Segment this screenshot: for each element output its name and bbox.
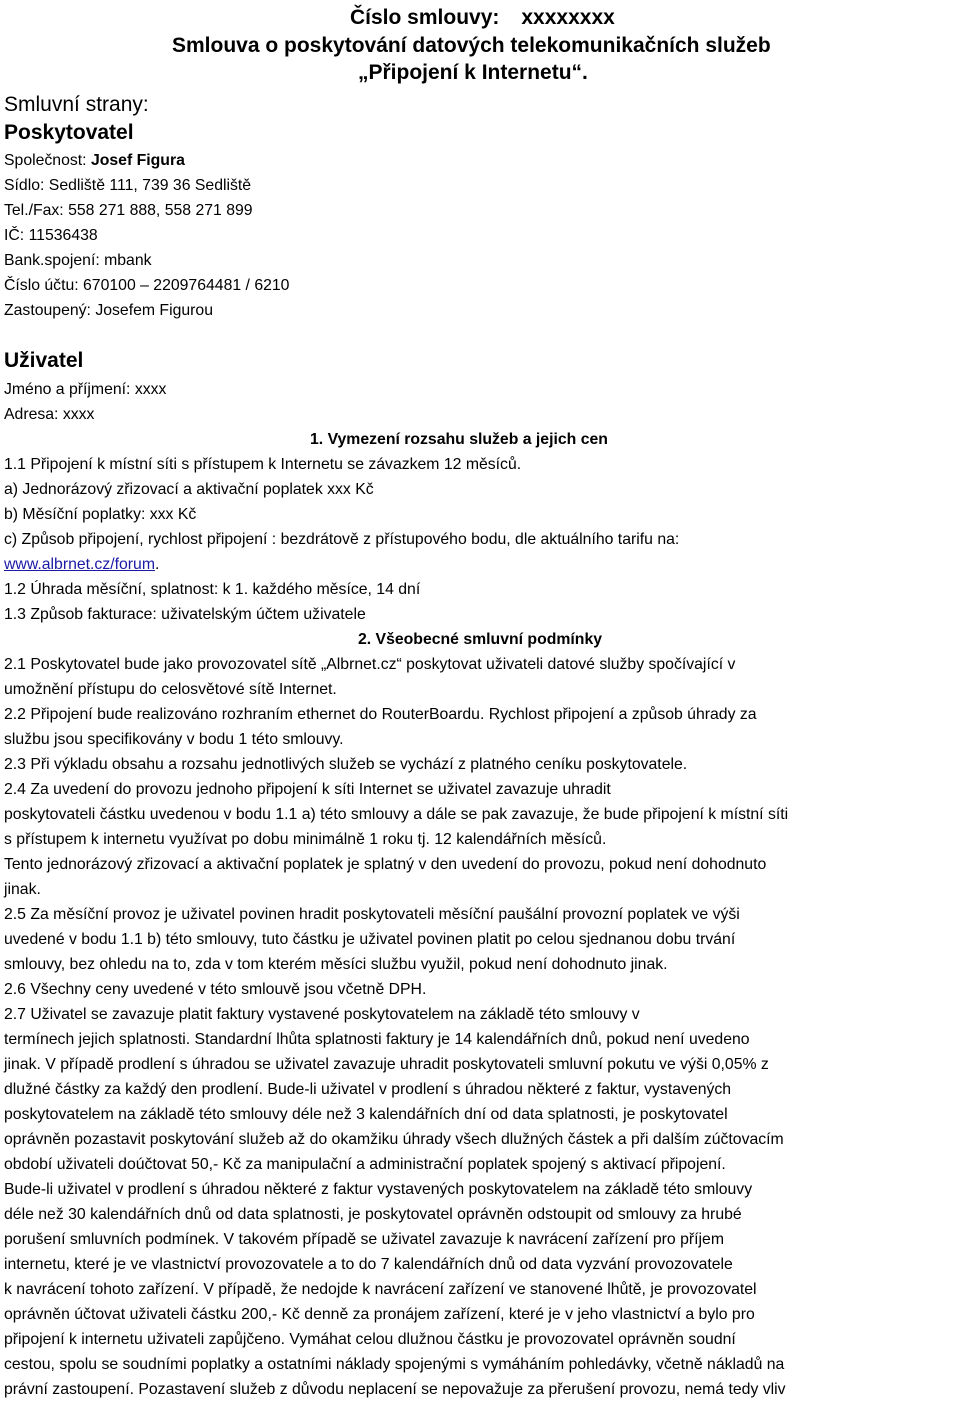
section2-line: připojení k internetu uživateli zapůjčeno. Vymáhat celou dlužnou částku je provozovatel oprávněn soudní bbox=[4, 1331, 736, 1348]
section2-line: 2.4 Za uvedení do provozu jednoho připojení k síti Internet se uživatel zavazuje uhradit bbox=[4, 781, 611, 798]
section2-line: službu jsou specifikovány v bodu 1 této smlouvy. bbox=[4, 731, 344, 748]
section2-line: dlužné částky za každý den prodlení. Bude-li uživatel v prodlení s úhradou některé z faktur, vystavených bbox=[4, 1081, 732, 1098]
section1-line-1: 1.1 Připojení k místní síti s přístupem k Internetu se závazkem 12 měsíců. bbox=[4, 456, 522, 473]
section2-line: smlouvy, bez ohledu na to, zda v tom kterém měsíci službu využil, pokud není dohodnuto jinak. bbox=[4, 956, 668, 973]
section1-line-3: b) Měsíční poplatky: xxx Kč bbox=[4, 506, 197, 523]
section2-line: poskytovatelem na základě této smlouvy déle než 3 kalendářních dní od data splatnosti, je poskytovatel bbox=[4, 1106, 728, 1123]
provider-phone: Tel./Fax: 558 271 888, 558 271 899 bbox=[4, 202, 253, 219]
section2-line: 2.2 Připojení bude realizováno rozhraním ethernet do RouterBoardu. Rychlost připojení a způsob úhrady za bbox=[4, 706, 757, 723]
section2-line: poskytovateli částku uvedenou v bodu 1.1 a) této smlouvy a dále se pak zavazuje, že bude připojení k místní síti bbox=[4, 806, 789, 823]
section2-line: uvedené v bodu 1.1 b) této smlouvy, tuto částku je uživatel povinen platit po celou sjednanou dobu trvání bbox=[4, 931, 736, 948]
section2-line: 2.1 Poskytovatel bude jako provozovatel sítě „Albrnet.cz“ poskytovat uživateli datové služby spočívající v bbox=[4, 656, 736, 673]
provider-company-value: Josef Figura bbox=[90, 152, 185, 169]
section2-line: 2.6 Všechny ceny uvedené v této smlouvě jsou včetně DPH. bbox=[4, 981, 427, 998]
section1-line-4: c) Způsob připojení, rychlost připojení : bezdrátově z přístupového bodu, dle aktuálního tarifu na: bbox=[4, 531, 680, 548]
section2-line: 2.5 Za měsíční provoz je uživatel povinen hradit poskytovateli měsíční paušální provozní poplatek ve výši bbox=[4, 906, 740, 923]
section1-line-6: 1.2 Úhrada měsíční, splatnost: k 1. každého měsíce, 14 dní bbox=[4, 581, 421, 598]
section2-heading: 2. Všeobecné smluvní podmínky bbox=[357, 631, 603, 648]
provider-account: Číslo účtu: 670100 – 2209764481 / 6210 bbox=[4, 277, 290, 294]
section2-line: oprávněn pozastavit poskytování služeb až do okamžiku úhrady všech dlužných částek a při dalším zúčtovacím bbox=[4, 1131, 784, 1148]
section2-line: oprávněn účtovat uživateli částku 200,- Kč denně za pronájem zařízení, které je v jeho vlastnictví a bylo pro bbox=[4, 1306, 755, 1323]
section1-line-7: 1.3 Způsob fakturace: uživatelským účtem uživatele bbox=[4, 606, 366, 623]
provider-bank: Bank.spojení: mbank bbox=[4, 252, 152, 269]
section2-line: umožnění přístupu do celosvětové sítě Internet. bbox=[4, 681, 337, 698]
user-name: Jméno a příjmení: xxxx bbox=[4, 381, 167, 398]
contract-number-label: Číslo smlouvy: bbox=[350, 6, 500, 29]
parties-heading: Smluvní strany: bbox=[4, 93, 149, 116]
section1-heading: 1. Vymezení rozsahu služeb a jejich cen bbox=[310, 431, 608, 448]
section2-line: právní zastoupení. Pozastavení služeb z důvodu neplacení se nepovažuje za přerušení provozu, nemá tedy vliv bbox=[4, 1381, 786, 1398]
section2-line: déle než 30 kalendářních dnů od data splatnosti, je poskytovatel oprávněn odstoupit od smlouvy za hrubé bbox=[4, 1206, 742, 1223]
section2-line: 2.7 Uživatel se zavazuje platit faktury vystavené poskytovatelem na základě této smlouvy v bbox=[4, 1006, 640, 1023]
section2-line: Bude-li uživatel v prodlení s úhradou některé z faktur vystavených poskytovatelem na základě této smlouvy bbox=[4, 1181, 753, 1198]
provider-company bbox=[4, 148, 185, 173]
contract-number-value: xxxxxxxx bbox=[521, 6, 615, 29]
section2-line: porušení smluvních podmínek. V takovém případě se uživatel zavazuje k navrácení zařízení pro příjem bbox=[4, 1231, 724, 1248]
user-heading: Uživatel bbox=[4, 349, 84, 372]
link-trailing-dot: . bbox=[155, 556, 160, 573]
user-address: Adresa: xxxx bbox=[4, 406, 95, 423]
section2-line: 2.3 Při výkladu obsahu a rozsahu jednotlivých služeb se vychází z platného ceníku poskytovatele. bbox=[4, 756, 688, 773]
section1-link-line bbox=[4, 552, 159, 577]
section2-line: s přístupem k internetu využívat po dobu minimálně 1 roku tj. 12 kalendářních měsíců. bbox=[4, 831, 607, 848]
section2-line: cestou, spolu se soudními poplatky a ostatními náklady spojenými s vymáháním pohledávky, včetně nákladů na bbox=[4, 1356, 785, 1373]
section2-line: jinak. bbox=[4, 881, 41, 898]
section2-line: k navrácení tohoto zařízení. V případě, že nedojde k navrácení zařízení ve stanovené lhůtě, je provozovatel bbox=[4, 1281, 757, 1298]
section2-line: jinak. V případě prodlení s úhradou se uživatel zavazuje uhradit poskytovateli smluvní pokutu ve výši 0,05% z bbox=[4, 1056, 769, 1073]
contract-subtitle: „Připojení k Internetu“. bbox=[358, 61, 588, 84]
contract-title: Smlouva o poskytování datových telekomunikačních služeb bbox=[172, 34, 771, 57]
provider-heading: Poskytovatel bbox=[4, 121, 134, 144]
provider-seat: Sídlo: Sedliště 111, 739 36 Sedliště bbox=[4, 177, 252, 194]
section2-line: internetu, které je ve vlastnictví provozovatele a to do 7 kalendářních dnů od data vyzvání provozovatele bbox=[4, 1256, 733, 1273]
section2-line: období uživateli doúčtovat 50,- Kč za manipulační a administrační poplatek spojený s aktivací připojení. bbox=[4, 1156, 726, 1173]
contract-number bbox=[350, 5, 615, 31]
section2-line: Tento jednorázový zřizovací a aktivační poplatek je splatný v den uvedení do provozu, pokud není dohodnuto bbox=[4, 856, 767, 873]
section2-line: termínech jejich splatnosti. Standardní lhůta splatnosti faktury je 14 kalendářních dnů, pokud není uvedeno bbox=[4, 1031, 750, 1048]
provider-ic: IČ: 11536438 bbox=[4, 227, 98, 244]
section1-line-2: a) Jednorázový zřizovací a aktivační poplatek xxx Kč bbox=[4, 481, 374, 498]
tariff-link[interactable]: www.albrnet.cz/forum bbox=[4, 556, 155, 573]
provider-represented: Zastoupený: Josefem Figurou bbox=[4, 302, 213, 319]
provider-company-label: Společnost: bbox=[4, 152, 87, 169]
